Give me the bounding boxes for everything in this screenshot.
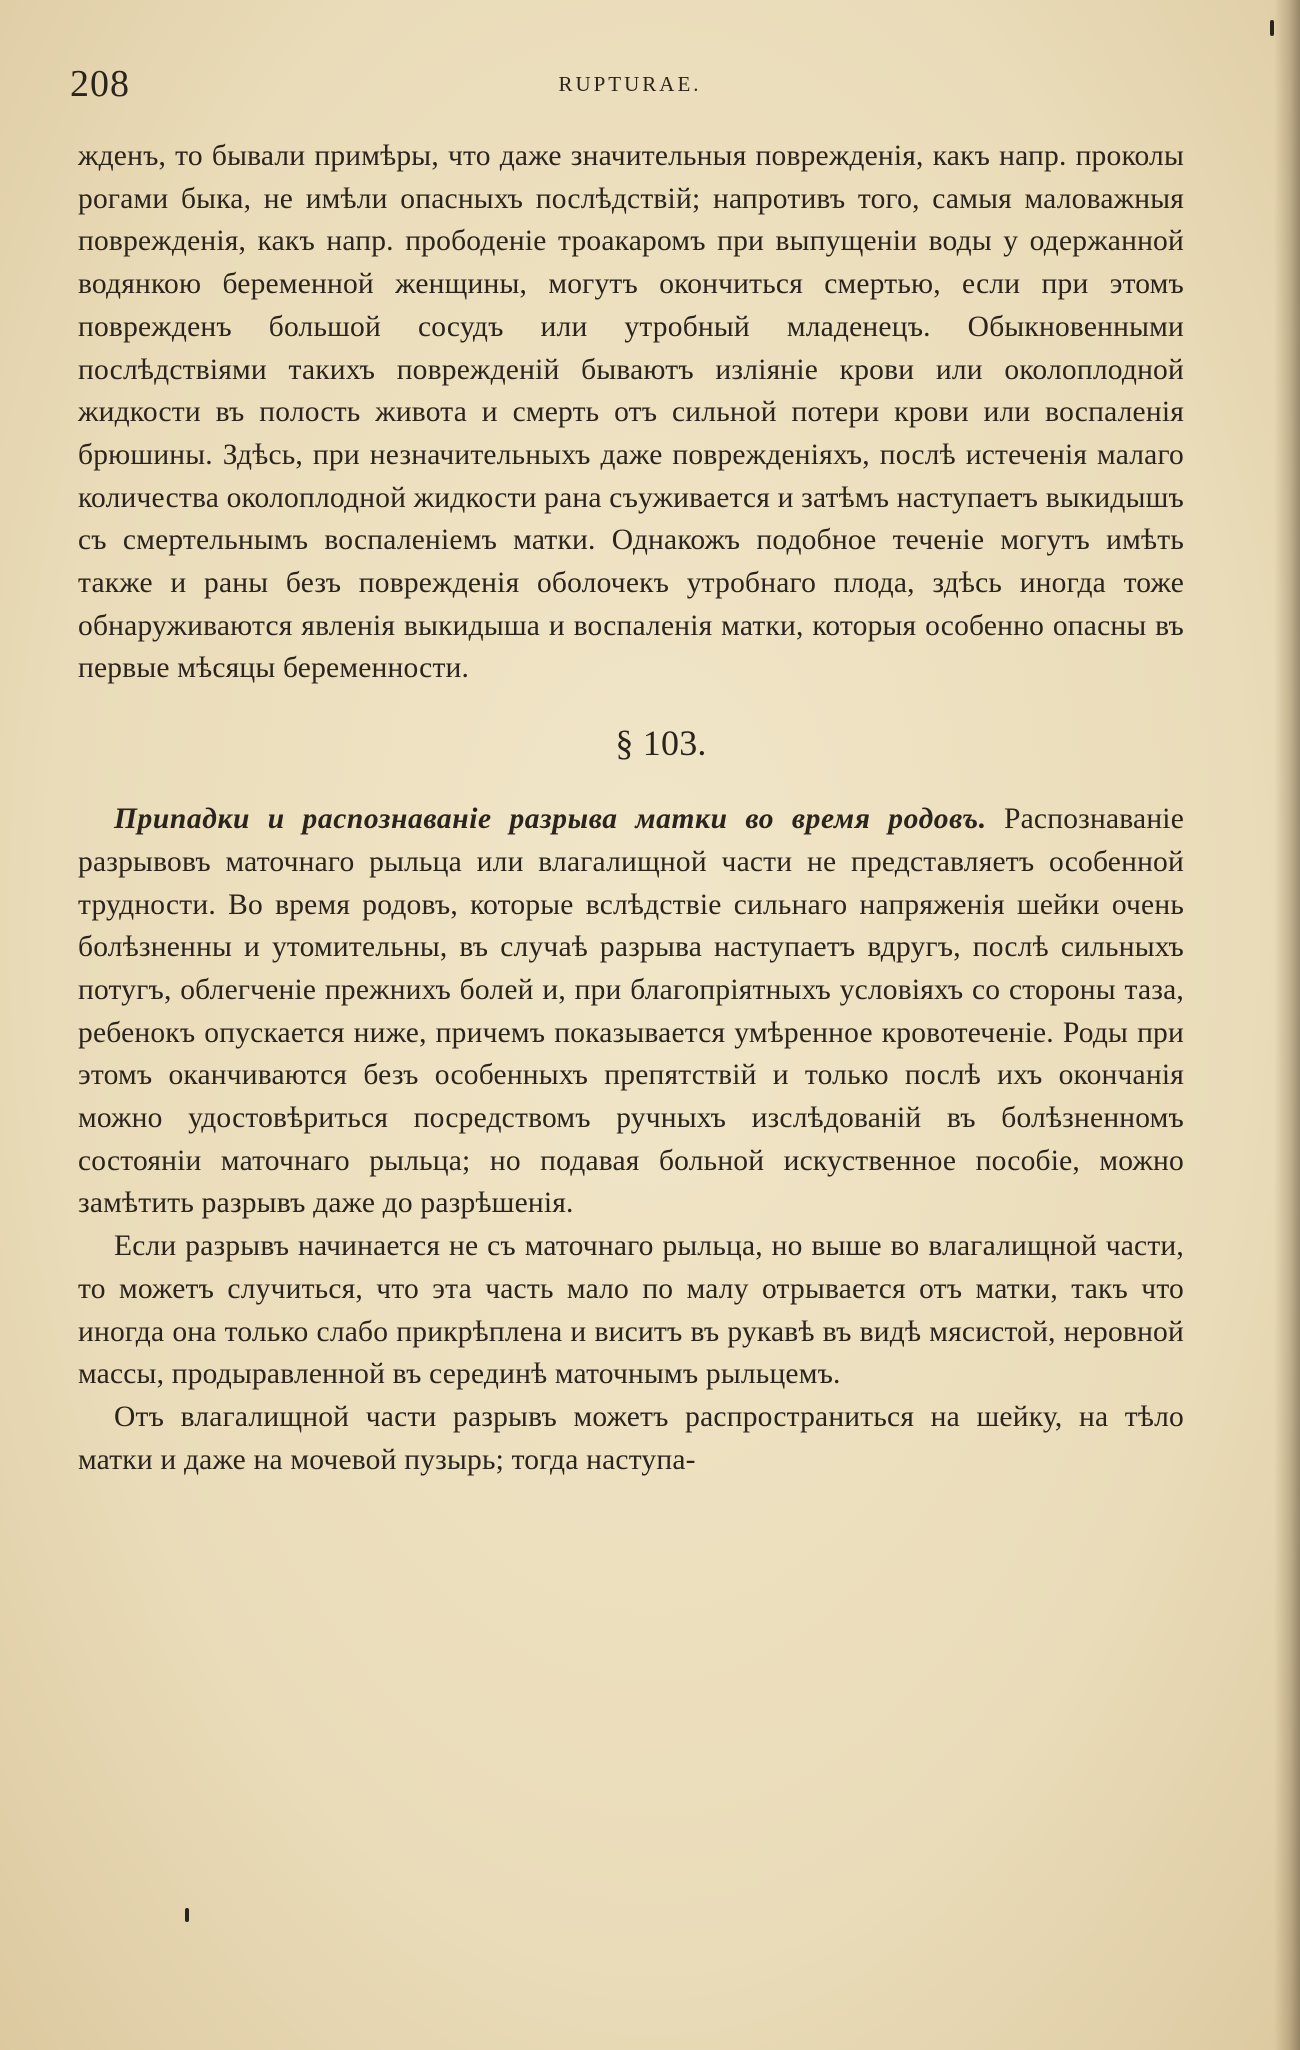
paragraph-text: Распознаваніе разрывовъ маточнаго рыльца или влагалищной части не представляетъ особенной трудности. Во время родовъ, которые вслѣдствіе сильнаго напряженія шейки очень болѣзненны и утомительны, въ случаѣ разрыва наступаетъ вдругъ, послѣ сильныхъ потугъ, облегченіе прежнихъ болей и, при благопріятныхъ условіяхъ со стороны таза, ребенокъ опускается ниже, причемъ показывается умѣренное кровотеченіе. Роды при этомъ оканчиваются безъ особенныхъ препятствій и только послѣ ихъ окончанія можно удостовѣриться посредствомъ ручныхъ изслѣдованій въ болѣзненномъ состояніи маточнаго рыльца; но подавая больной искуственное пособіе, можно замѣтить разрывъ даже до разрѣшенія. (78, 803, 1184, 1220)
run-in-heading: Припадки и распознаваніе разрыва матки во время родовъ. (114, 803, 987, 836)
paragraph: Если разрывъ начинается не съ маточнаго рыльца, но выше во влагалищной части, то можетъ случиться, что эта часть мало по малу отрывается отъ матки, такъ что иногда она только слабо прикрѣплена и виситъ въ рукавѣ въ видѣ мясистой, неровной массы, продыравленной въ серединѣ маточнымъ рыльцемъ. (78, 1230, 1184, 1391)
page-spine-shadow (1274, 0, 1300, 2050)
page-number: 208 (70, 63, 130, 105)
running-head (70, 62, 1190, 110)
ink-speck (1270, 20, 1274, 36)
body-text (78, 135, 1184, 1481)
ink-speck (185, 1908, 189, 1922)
paragraph-section-intro (78, 798, 1184, 1225)
paragraph: Отъ влагалищной части разрывъ можетъ распространиться на шейку, на тѣло матки и даже на мочевой пузырь; тогда наступа- (78, 1400, 1184, 1476)
section-heading: § 103. (615, 723, 707, 764)
running-title: RUPTURAE. (558, 72, 702, 96)
paragraph-continuation: жденъ, то бывали примѣры, что даже значительныя поврежденія, какъ напр. проколы рогами быка, не имѣли опасныхъ послѣдствій; напротивъ того, самыя маловажныя поврежденія, какъ напр. прободеніе троакаромъ при выпущеніи воды у одержанной водянкою беременной женщины, могутъ окончиться смертью, если при этомъ поврежденъ большой сосудъ или утробный младенецъ. Обыкновенными послѣдствіями такихъ поврежденій бываютъ изліяніе крови или околоплодной жидкости въ полость живота и смерть отъ сильной потери крови или воспаленія брюшины. Здѣсь, при незначительныхъ даже поврежденіяхъ, послѣ истеченія малаго количества околоплодной жидкости рана съуживается и затѣмъ наступаетъ выкидышъ съ смертельнымъ воспаленіемъ матки. Однакожъ подобное теченіе могутъ имѣть также и раны безъ поврежденія оболочекъ утробнаго плода, здѣсь иногда тоже обнаруживаются явленія выкидыша и воспаленія матки, которыя особенно опасны въ первые мѣсяцы беременности. (78, 140, 1184, 685)
